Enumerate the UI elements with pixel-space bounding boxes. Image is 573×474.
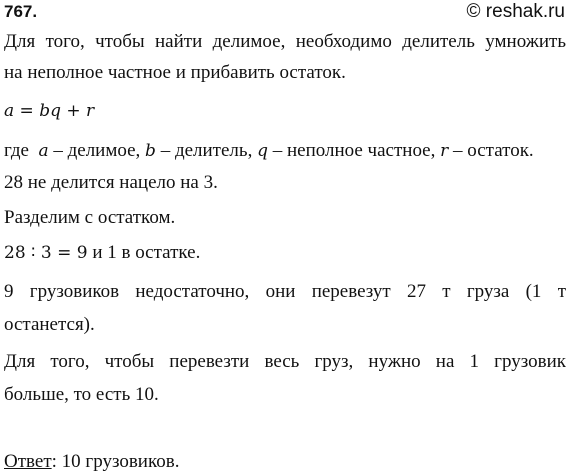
answer-label: Ответ	[4, 451, 52, 472]
formula-q: q	[50, 101, 61, 121]
formula-r: r	[86, 101, 95, 121]
rule-line-2: на неполное частное и прибавить остаток.	[4, 62, 346, 83]
formula-a: a	[4, 101, 15, 121]
legend-q-text: – неполное частное,	[267, 140, 441, 161]
legend-a-text: – делимое,	[48, 140, 146, 161]
legend-a: a	[38, 141, 49, 161]
division-line	[4, 241, 566, 265]
conclusion-line-1: Для того, чтобы перевезти весь груз, нужно на 1 грузовик	[4, 351, 566, 372]
division-remainder-text: и 1 в остатке.	[87, 242, 201, 263]
formula-plus: +	[60, 101, 87, 121]
legend-where: где	[4, 140, 29, 161]
formula	[4, 99, 566, 123]
trucks-line-2: останется).	[4, 314, 95, 335]
source-watermark: © reshak.ru	[466, 1, 565, 22]
trucks-line-1: 9 грузовиков недостаточно, они перевезут 27 т груза (1 т	[4, 281, 566, 302]
legend-r: r	[440, 141, 449, 161]
legend-r-text: – остаток.	[448, 140, 534, 161]
rule-line-1: Для того, чтобы найти делимое, необходимо делитель умножить	[4, 31, 566, 52]
formula-eq: =	[14, 101, 40, 121]
legend-q: q	[257, 141, 268, 161]
legend-b: b	[145, 141, 156, 161]
answer-line	[4, 450, 566, 474]
formula-b: b	[39, 101, 51, 121]
answer-text: : 10 грузовиков.	[51, 451, 180, 472]
divide-with-remainder-line: Разделим с остатком.	[4, 207, 176, 228]
division-expression: 28 ∶ 3 = 9	[4, 243, 88, 263]
not-divisible-line: 28 не делится нацело на 3.	[4, 172, 218, 193]
variable-legend	[4, 139, 566, 163]
legend-b-text: – делитель,	[155, 140, 258, 161]
conclusion-line-2: больше, то есть 10.	[4, 384, 159, 405]
problem-number: 767.	[4, 2, 38, 21]
